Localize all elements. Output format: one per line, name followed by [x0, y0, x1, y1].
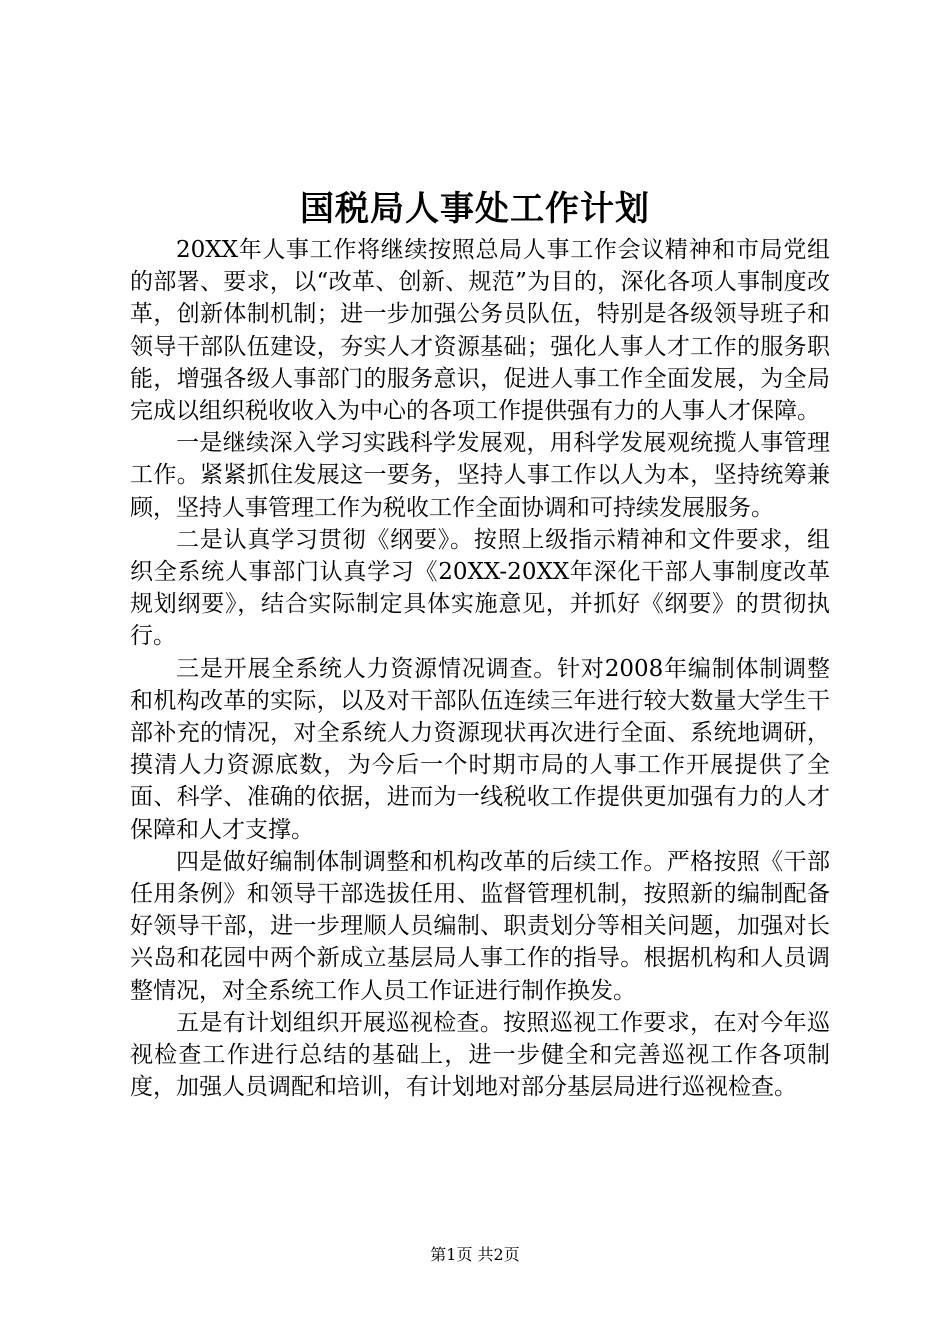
document-title: 国税局人事处工作计划	[300, 189, 650, 229]
paragraph-item-4: 四是做好编制体制调整和机构改革的后续工作。严格按照《干部任用条例》和领导干部选拔任用、监督管理机制，按照新的编制配备好领导干部，进一步理顺人员编制、职责划分等相关问题，加强对长兴岛和花园中两个新成立基层局人事工作的指导。根据机构和人员调整情况，对全系统工作人员工作证进行制作换发。	[130, 848, 830, 1004]
paragraph-intro: 20XX年人事工作将继续按照总局人事工作会议精神和市局党组的部署、要求，以“改革、创新、规范”为目的，深化各项人事制度改革，创新体制机制；进一步加强公务员队伍，特别是各级领导班子和领导干部队伍建设，夯实人才资源基础；强化人事人才工作的服务职能，增强各级人事部门的服务意识，促进人事工作全面发展，为全局完成以组织税收收入为中心的各项工作提供强有力的人事人才保障。	[130, 237, 830, 425]
paragraph-item-2: 二是认真学习贯彻《纲要》。按照上级指示精神和文件要求，组织全系统人事部门认真学习《20XX-20XX年深化干部人事制度改革规划纲要》，结合实际制定具体实施意见，并抓好《纲要》的贯彻执行。	[130, 526, 830, 650]
paragraph-item-1: 一是继续深入学习实践科学发展观，用科学发展观统揽人事管理工作。紧紧抓住发展这一要务，坚持人事工作以人为本，坚持统筹兼顾，坚持人事管理工作为税收工作全面协调和可持续发展服务。	[130, 430, 830, 521]
paragraph-item-3: 三是开展全系统人力资源情况调查。针对2008年编制体制调整和机构改革的实际，以及对干部队伍连续三年进行较大数量大学生干部补充的情况，对全系统人力资源现状再次进行全面、系统地调研，摸清人力资源底数，为今后一个时期市局的人事工作开展提供了全面、科学、准确的依据，进而为一线税收工作提供更加强有力的人才保障和人才支撑。	[130, 655, 830, 843]
page-footer: 第1页 共2页	[430, 1245, 520, 1264]
document-body	[130, 234, 830, 1103]
paragraph-item-5: 五是有计划组织开展巡视检查。按照巡视工作要求，在对今年巡视检查工作进行总结的基础上，进一步健全和完善巡视工作各项制度，加强人员调配和培训，有计划地对部分基层局进行巡视检查。	[130, 1009, 830, 1101]
